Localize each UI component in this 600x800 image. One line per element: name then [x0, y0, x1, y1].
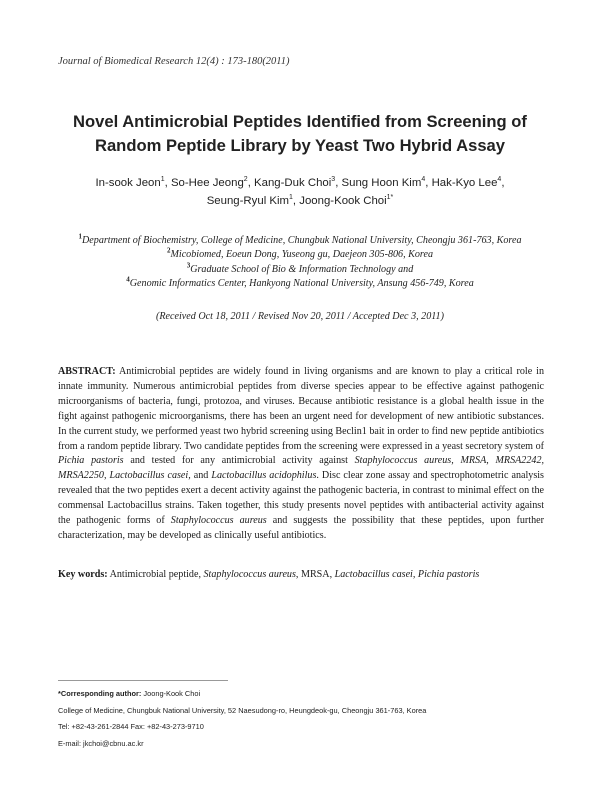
footnote-divider: [58, 680, 228, 681]
abstract-text: and tested for any antimicrobial activity against: [123, 455, 355, 467]
keyword-species: Staphylococcus aureus: [203, 569, 296, 580]
paper-title: [30, 110, 570, 158]
affiliation-list: [20, 234, 580, 292]
affiliation: [20, 263, 580, 277]
affiliation-mark: 1: [78, 232, 82, 241]
affiliation-text: Genomic Informatics Center, Hankyong National University, Ansung 456-749, Korea: [129, 278, 474, 290]
journal-citation: Journal of Biomedical Research 12(4) : 173-180(2011): [58, 56, 290, 67]
author-affil-mark: 4: [497, 176, 502, 184]
title-line-1: Novel Antimicrobial Peptides Identified from Screening of: [73, 112, 527, 131]
author-name: Joong-Kook Choi: [299, 195, 387, 207]
abstract-species: Lactobacillus acidophilus: [211, 470, 317, 482]
author-line-1: In-sook Jeon$^1$, So-Hee Jeong$^2$, Kang-Duk Choi$^3$, Sung Hoon Kim$^4$, Hak-Kyo Lee$^4$,: [95, 176, 505, 189]
received-dates: (Received Oct 18, 2011 / Revised Nov 20, 2011 / Accepted Dec 3, 2011): [156, 311, 444, 322]
abstract-species: Pichia pastoris: [58, 455, 124, 467]
author-affil-mark: 1: [160, 176, 165, 184]
abstract-text: and suggests the possibility that these peptides, upon further characterization, may be developed as clinically useful antibiotics.: [58, 515, 544, 541]
keyword-species: Lactobacillus casei, Pichia pastoris: [334, 569, 480, 580]
author-affil-mark: 1: [289, 194, 293, 202]
author-name: So-Hee Jeong: [170, 177, 244, 189]
affiliation-mark: 4: [126, 275, 130, 284]
affiliation-mark: 2: [166, 247, 171, 256]
affiliation-text: Graduate School of Bio & Information Technology and: [190, 263, 414, 275]
author-affil-mark: 2: [243, 176, 248, 184]
author-affil-mark: 1*: [386, 194, 394, 202]
author-affil-mark: 3: [331, 176, 336, 184]
abstract-label: ABSTRACT:: [58, 366, 116, 377]
corresponding-author-footnote: [58, 686, 426, 752]
abstract: [58, 365, 544, 544]
corresponding-author-name: Joong-Kook Choi: [141, 689, 201, 698]
keywords: [58, 569, 544, 580]
author-name: Seung-Ryul Kim: [206, 195, 290, 207]
author-name: In-sook Jeon: [95, 177, 161, 189]
keyword-text: , MRSA,: [295, 569, 335, 580]
keyword-text: Antimicrobial peptide,: [107, 569, 204, 580]
author-name: Kang-Duk Choi: [254, 177, 332, 189]
affiliation-text: Micobiomed, Eoeun Dong, Yuseong gu, Daejeon 305-806, Korea: [170, 249, 433, 261]
corresponding-author-line: [58, 686, 426, 703]
author-name: Hak-Kyo Lee: [431, 177, 498, 189]
abstract-text: and: [190, 470, 212, 482]
corresponding-author-label: *Corresponding author:: [58, 689, 142, 698]
corresponding-author-phone: Tel: +82-43-261-2844 Fax: +82-43-273-9710: [58, 722, 204, 732]
abstract-text: Antimicrobial peptides are widely found in living organisms and are known to play a critical role in innate immunity. Numerous antimicrobial peptides from diverse species appear to be effective against pathogenic microorganisms of bacteria, fungi, protozoa, and viruses. Because antibiotic resistance is a global health issue in the fight against pathogenic microorganisms, there has been an urgent need for development of new antibiotic substances. In the current study, we performed yeast two hybrid screening using Beclin1 bait in order to find new peptide antibiotics from a random peptide library. Two candidate peptides from the screening were expressed in a yeast secretory system of: [58, 366, 544, 452]
affiliation: [20, 277, 580, 291]
affiliation-text: Department of Biochemistry, College of Medicine, Chungbuk National University, Cheongju 361-763, Korea: [82, 235, 522, 246]
title-line-2: Random Peptide Library by Yeast Two Hybrid Assay: [94, 136, 506, 155]
abstract-species: Staphylococcus aureus: [170, 515, 267, 527]
corresponding-author-email: E-mail: jkchoi@cbnu.ac.kr: [58, 738, 144, 748]
author-name: Sung Hoon Kim: [341, 177, 422, 189]
affiliation: [20, 248, 580, 262]
affiliation: [20, 234, 580, 248]
author-list: [40, 174, 560, 210]
affiliation-mark: 3: [186, 261, 191, 270]
keywords-label: Key words:: [58, 569, 108, 580]
abstract-species: Staphylococcus aureus, MRSA, MRSA2242, MRSA2250, Lactobacillus casei,: [58, 455, 545, 482]
author-line-2: Seung-Ryul Kim$^1$, Joong-Kook Choi$^{1*}$: [206, 194, 394, 207]
author-affil-mark: 4: [421, 176, 426, 184]
corresponding-author-address: College of Medicine, Chungbuk National University, 52 Naesudong-ro, Heungdeok-gu, Cheongju 361-763, Korea: [58, 705, 427, 715]
abstract-text: . Disc clear zone assay and spectrophotometric analysis revealed that the two peptides exert a decent activity against the pathogenic bacteria, in contrast to minimal effect on the commensal Lactobacillus strains. Taken together, this study presents novel peptides with antibacterial activity against the pathogenic forms of: [58, 470, 544, 527]
